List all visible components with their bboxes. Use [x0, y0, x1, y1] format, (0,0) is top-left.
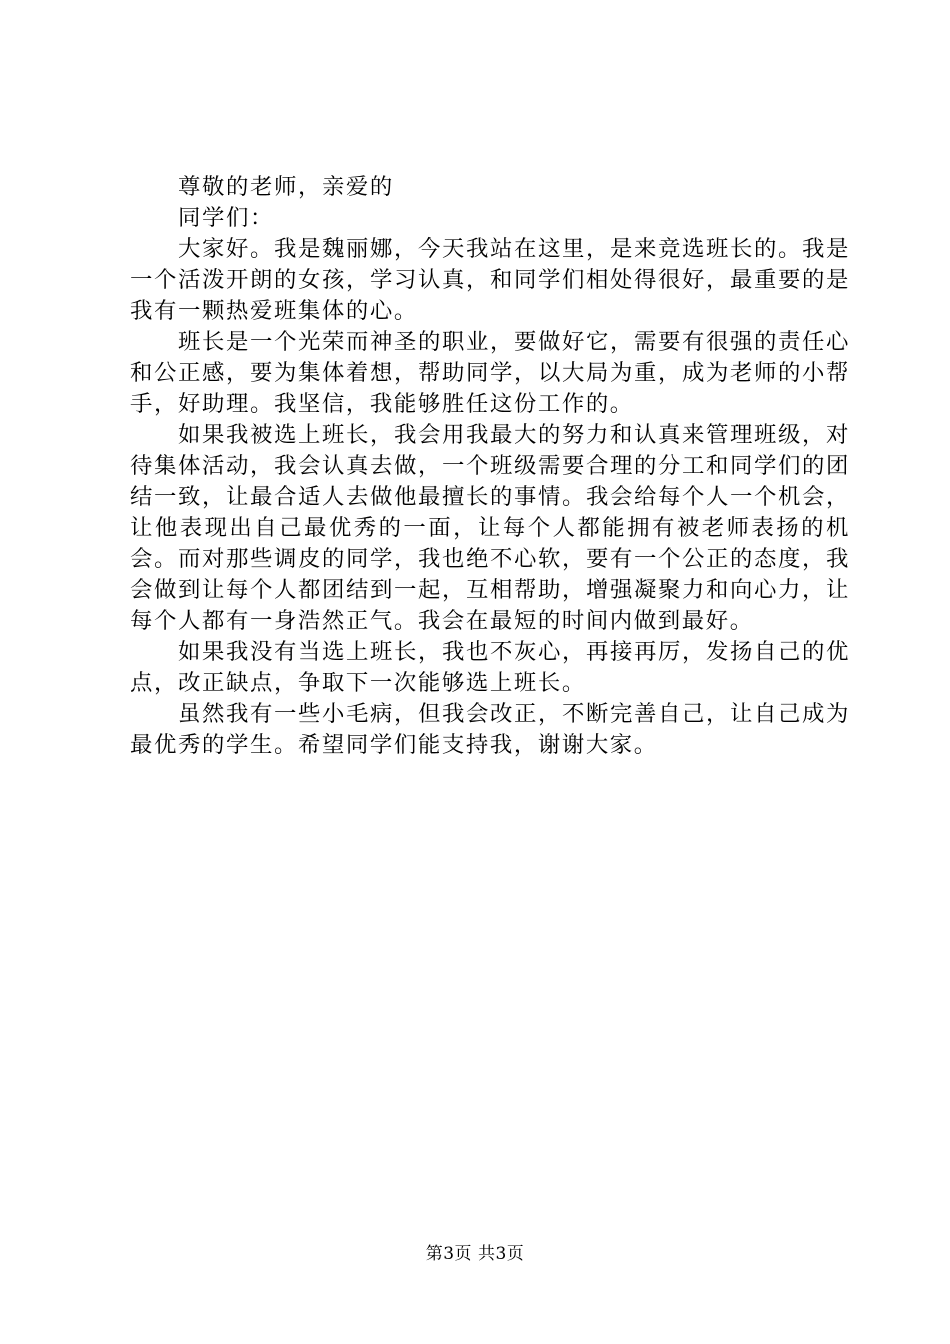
paragraph-4: 如果我没有当选上班长，我也不灰心，再接再厉，发扬自己的优点，改正缺点，争取下一次能够选上班长。 [130, 639, 850, 696]
salutation-line-1: 尊敬的老师，亲爱的 [178, 174, 394, 200]
page-number-footer: 第3页 共3页 [425, 1244, 525, 1264]
paragraph-2: 班长是一个光荣而神圣的职业，要做好它，需要有很强的责任心和公正感，要为集体着想，帮助同学，以大局为重，成为老师的小帮手，好助理。我坚信，我能够胜任这份工作的。 [130, 329, 850, 417]
paragraph-1: 大家好。我是魏丽娜，今天我站在这里，是来竞选班长的。我是一个活泼开朗的女孩，学习认真，和同学们相处得很好，最重要的是我有一颗热爱班集体的心。 [130, 236, 850, 324]
salutation-line-2: 同学们： [178, 205, 274, 231]
paragraph-3: 如果我被选上班长，我会用我最大的努力和认真来管理班级，对待集体活动，我会认真去做，一个班级需要合理的分工和同学们的团结一致，让最合适人去做他最擅长的事情。我会给每个人一个机会，让他表现出自己最优秀的一面，让每个人都能拥有被老师表扬的机会。而对那些调皮的同学，我也绝不心软，要有一个公正的态度，我会做到让每个人都团结到一起，互相帮助，增强凝聚力和向心力，让每个人都有一身浩然正气。我会在最短的时间内做到最好。 [130, 422, 850, 634]
document-body [130, 172, 850, 761]
paragraph-5: 虽然我有一些小毛病，但我会改正，不断完善自己，让自己成为最优秀的学生。希望同学们能支持我，谢谢大家。 [130, 701, 850, 758]
